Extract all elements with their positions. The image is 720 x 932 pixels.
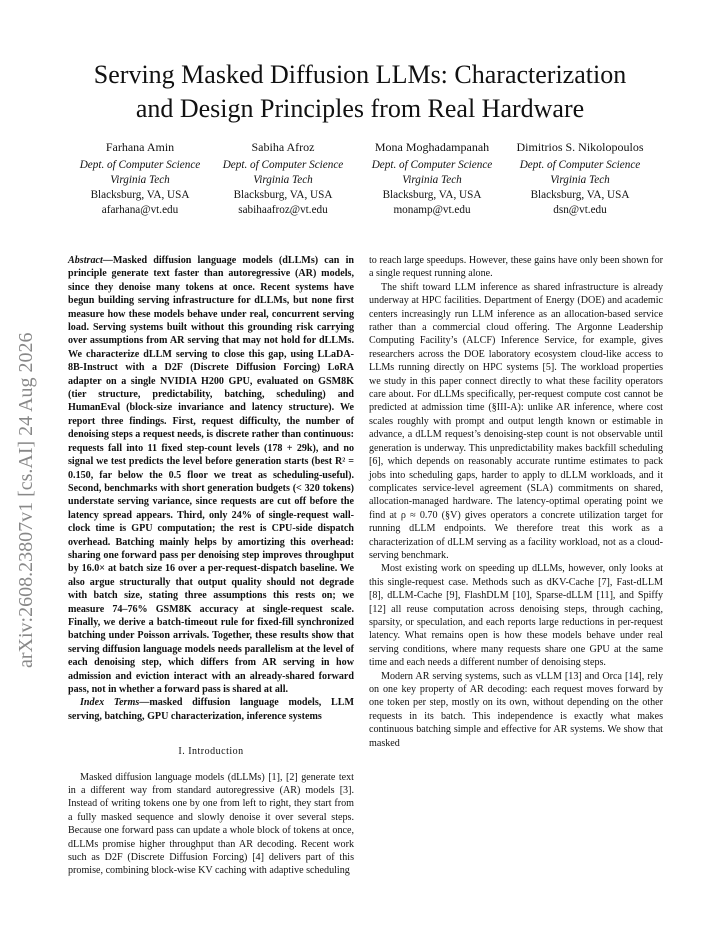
author-univ: Virginia Tech <box>110 174 170 186</box>
author-dept: Dept. of Computer Science <box>222 159 344 171</box>
author-dept: Dept. of Computer Science <box>371 159 493 171</box>
paper-title <box>40 58 680 126</box>
section-heading-introduction: I. Introduction <box>178 746 244 758</box>
abstract <box>68 254 354 696</box>
arxiv-stamp-svg <box>2 0 42 932</box>
author-location: Blacksburg, VA, USA <box>90 189 190 201</box>
intro-paragraph-4: Modern AR serving systems, such as vLLM [13] and Orca [14], rely on one key property of AR decoding: each request moves forward by one token per step, mostly on its own, without depending on the other requests in its batch. This independence is exactly what makes continuous batching simple and effective for AR systems. We show that masked <box>369 670 663 749</box>
author-name: Sabiha Afroz <box>251 140 315 154</box>
index-terms-label: Index Terms <box>80 697 140 709</box>
author-1 <box>65 140 215 218</box>
author-location: Blacksburg, VA, USA <box>382 189 482 201</box>
intro-paragraph-2: The shift toward LLM inference as shared infrastructure is already underway at HPC facilities. Department of Energy (DOE) and academic centers increasingly run LLM inference as an allocation-based service rather than a commercial cloud offering. The Argonne Leadership Computing Facility’s (ALCF) Inference Service, for example, gives researchers across the DOE laboratory ecosystem cloud-like access to LLMs running directly on HPC systems [5]. The workload properties we study in this paper connect directly to what these facility operators care about. For dLLMs specifically, per-request compute cost cannot be predicted at admission time (§III-A): unlike AR inference, where cost scales roughly with prompt and output length known or estimable in advance, a dLLM request’s denoising-step count is not observable until generation is underway. This unpredictability makes backfill scheduling [6], which depends on reasonably accurate runtime estimates to pack jobs into scheduling gaps, harder to apply to dLLM workloads, and it complicates service-level agreement (SLA) commitments on shared, allocation-managed hardware. The latency-optimal operating point we find at ρ ≈ 0.70 (§V) gives operators a concrete utilization target for running dLLM endpoints. We therefore treat this work as a characterization of dLLM serving as a facility workload, not as a cloud-serving benchmark. <box>369 281 663 561</box>
arxiv-identifier: arXiv:2608.23807v1 [cs.AI] 24 Aug 2026 <box>15 332 37 668</box>
index-terms <box>68 696 354 723</box>
author-univ: Virginia Tech <box>550 174 610 186</box>
author-dept: Dept. of Computer Science <box>79 159 201 171</box>
author-location: Blacksburg, VA, USA <box>233 189 333 201</box>
author-name: Farhana Amin <box>105 140 175 154</box>
author-dept: Dept. of Computer Science <box>519 159 641 171</box>
author-name: Mona Moghadampanah <box>374 140 490 154</box>
left-column <box>68 254 354 878</box>
title-line-2: and Design Principles from Real Hardware <box>135 94 585 123</box>
author-location: Blacksburg, VA, USA <box>530 189 630 201</box>
intro-paragraph-1-continued: to reach large speedups. However, these gains have only been shown for a single request running alone. <box>369 255 663 280</box>
abstract-label: Abstract <box>68 255 103 266</box>
author-univ: Virginia Tech <box>402 174 462 186</box>
author-email: sabihaafroz@vt.edu <box>238 204 328 216</box>
author-email: dsn@vt.edu <box>553 204 607 216</box>
author-2 <box>208 140 358 218</box>
abstract-text: —Masked diffusion language models (dLLMs) can in principle generate text faster than autoregressive (AR) models, since they denoise many tokens at once. Recent systems have begun building serving infrastructure for dLLMs, but none first measure how these models behave under real, concurrent serving load. Serving systems built without this grounding risk carrying over assumptions from AR serving that may not hold for dLLMs. We characterize dLLM serving to close this gap, using LLaDA-8B-Instruct with a D2F (Discrete Diffusion Forcing) LoRA adapter on a single NVIDIA H200 GPU, evaluated on GSM8K (tier structure, predictability, batching, scheduling) and HumanEval (block-size invariance and latency structure). We report three findings. First, request difficulty, the number of denoising steps a request needs, is discrete rather than continuous: requests fall into 11 fixed step-count levels (178 + 29k), and no signal we test predicts the level before generation starts (best R² = 0.150, far below the 0.5 floor we treat as scheduling-useful). Second, benchmarks with short generation budgets (< 320 tokens) understate serving variance, since requests are cut off before the latency spread appears. Third, only 24% of single-request wall-clock time is GPU computation; the rest is CPU-side dispatch overhead. Batching mainly helps by amortizing this overhead: sharing one forward pass per denoising step improves throughput by 16.0× at batch size 16 over a per-request-dispatch baseline. We also argue structurally that output quality should not degrade with batch size, stating three assumptions this rests on; we measure 74–76% GSM8K accuracy at single-request scale. Finally, we derive a batch-timeout rule for fixed-fill synchronized batching under Poisson arrivals. Together, these results show that serving diffusion language models needs parallelism at the level of each denoising step, which differs from AR serving in how admission and eviction interact with an already-shared forward pass, not in whether a forward pass is shared at all. <box>68 255 355 695</box>
intro-paragraph-3: Most existing work on speeding up dLLMs, however, only looks at this single-request case. Methods such as dKV-Cache [7], Fast-dLLM [8], dLLM-Cache [9], FlashDLM [10], Sparse-dLLM [11], and Spiffy [12] all reuse computation across denoising steps, through caching, sparsity, or speculation, and each reports large reductions in per-request latency. What remains open is how these models behave under real serving conditions, where many requests share one GPU at the same time and each needs a different number of denoising steps. <box>369 563 663 669</box>
author-3 <box>352 140 512 218</box>
index-terms-text: —masked diffusion language models, LLM serving, batching, GPU characterization, inference systems <box>68 697 354 722</box>
title-line-1: Serving Masked Diffusion LLMs: Characterization <box>93 60 627 89</box>
right-column <box>369 254 663 750</box>
author-4 <box>500 140 660 218</box>
author-name: Dimitrios S. Nikolopoulos <box>516 140 644 154</box>
author-email: afarhana@vt.edu <box>101 204 179 216</box>
arxiv-sidebar-stamp <box>2 0 42 932</box>
author-univ: Virginia Tech <box>253 174 313 186</box>
intro-paragraph-1: Masked diffusion language models (dLLMs) [1], [2] generate text in a different way from standard autoregressive (AR) models [3]. Instead of writing tokens one by one from left to right, they start from a fully masked sequence and slowly denoise it over several steps. Because one forward pass can update a whole block of tokens at once, dLLMs promise higher throughput than AR decoding. Recent work such as D2F (Discrete Diffusion Forcing) [4] delivers part of this promise, combining block-wise KV caching with adaptive scheduling <box>68 771 354 877</box>
author-email: monamp@vt.edu <box>393 204 471 216</box>
